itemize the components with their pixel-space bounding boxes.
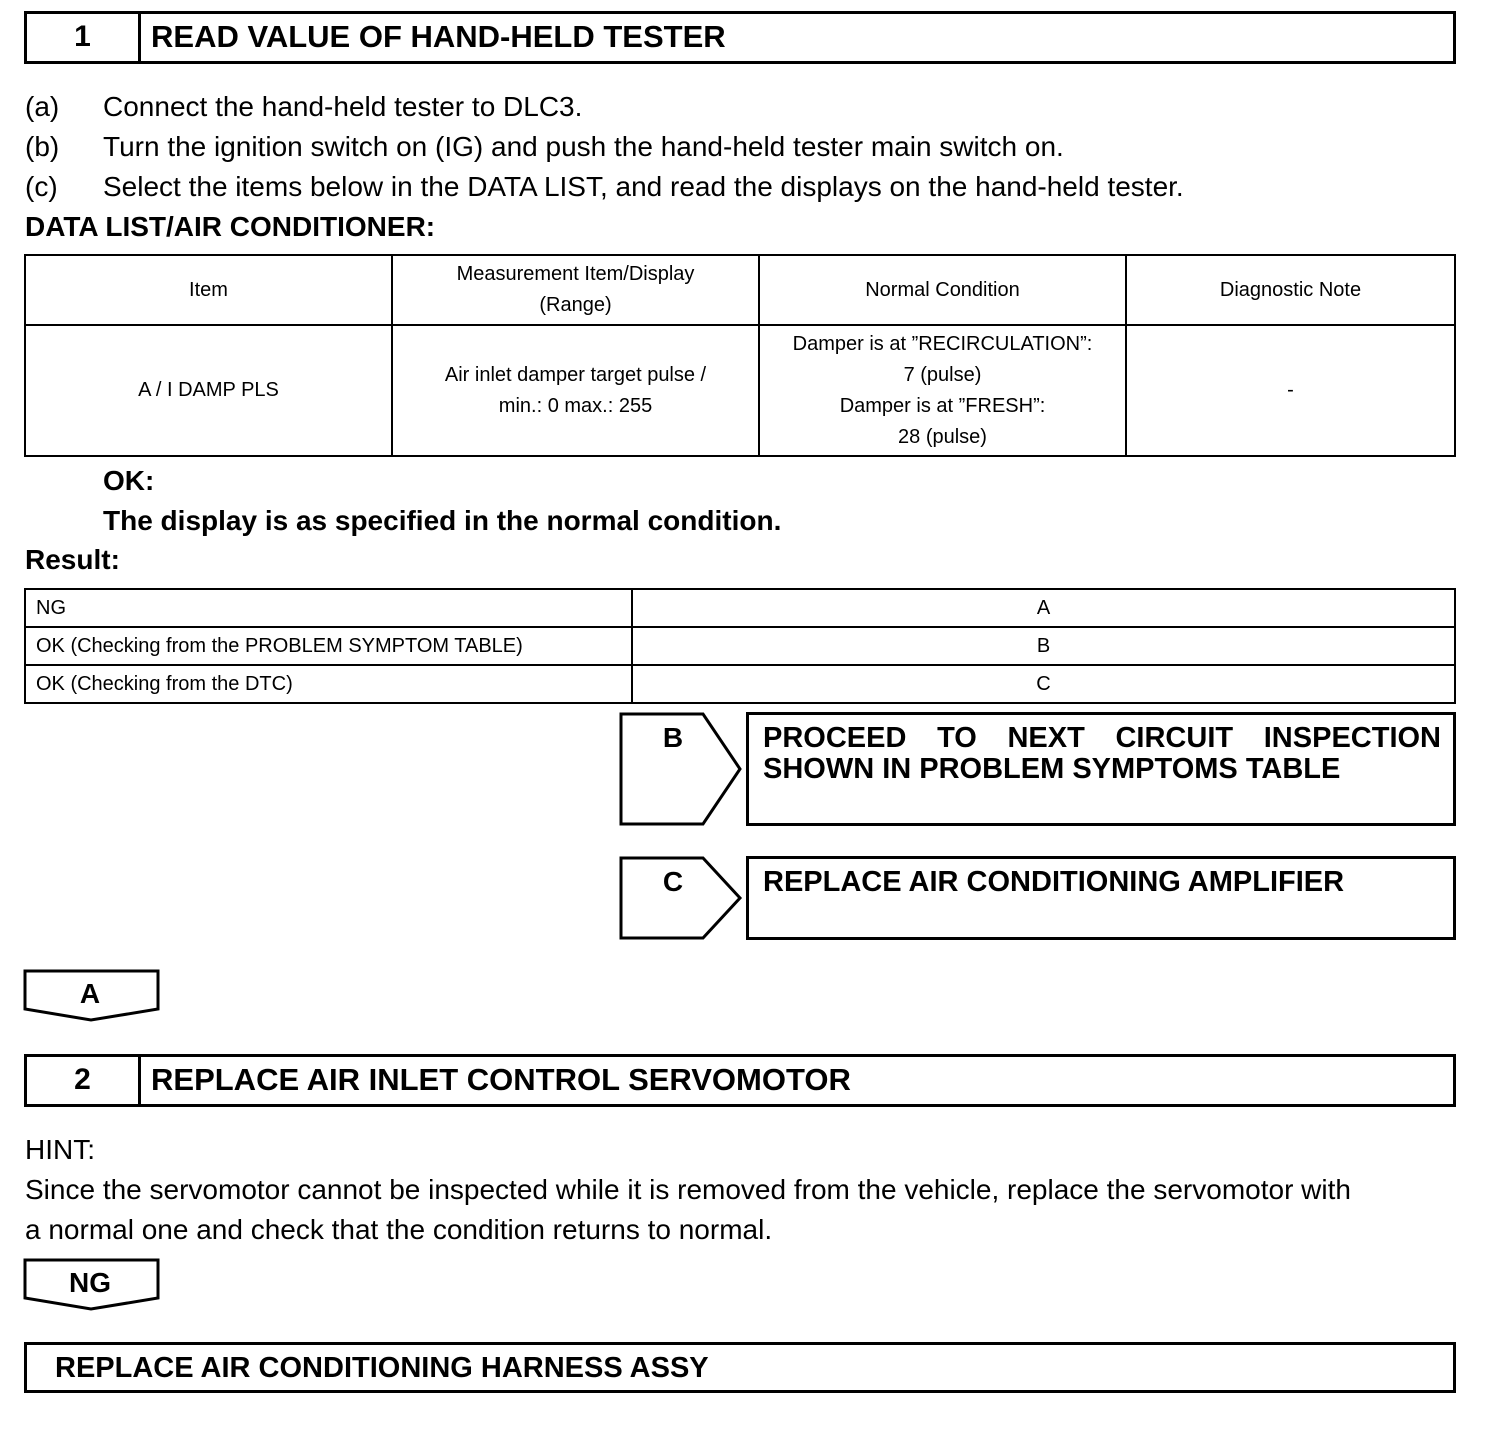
cell-measurement (392, 325, 759, 456)
branch-c-text: REPLACE AIR CONDITIONING AMPLIFIER (763, 866, 1345, 898)
cell-diagnostic-note: - (1126, 325, 1455, 456)
header-normal-condition: Normal Condition (759, 255, 1126, 325)
measurement-line: min.: 0 max.: 255 (498, 394, 653, 417)
normal-line: Damper is at ”FRESH”: (839, 394, 1046, 417)
final-action-box (24, 1342, 1456, 1393)
instruction-tag: (b) (25, 131, 60, 162)
instruction-text: Select the items below in the DATA LIST, and read the displays on the hand-held tester. (103, 171, 1184, 202)
instruction-text: Connect the hand-held tester to DLC3. (103, 91, 583, 122)
step-2-header (24, 1054, 1456, 1107)
branch-b-action (746, 712, 1456, 826)
branch-a-tag (23, 969, 161, 1023)
step-number: 2 (27, 1057, 141, 1104)
final-action-text: REPLACE AIR CONDITIONING HARNESS ASSY (55, 1352, 709, 1384)
ok-text: The display is as specified in the normal condition. (103, 505, 782, 536)
step-number: 1 (27, 14, 141, 61)
step-1-header (24, 11, 1456, 64)
branch-b-line1: PROCEED TO NEXT CIRCUIT INSPECTION (763, 722, 1441, 754)
branch-c-action (746, 856, 1456, 940)
table-row (25, 665, 1455, 703)
hint-line1: Since the servomotor cannot be inspected while it is removed from the vehicle, replace the servomotor with (25, 1174, 1351, 1205)
normal-line: Damper is at ”RECIRCULATION”: (792, 332, 1093, 355)
instruction-tag: (a) (25, 91, 60, 122)
header-measurement (392, 255, 759, 325)
branch-b-label: B (662, 722, 684, 753)
branch-ng-label: NG (69, 1267, 111, 1298)
normal-line: 28 (pulse) (898, 425, 987, 448)
hint-line2: a normal one and check that the condition returns to normal. (25, 1214, 773, 1245)
ok-label: OK: (103, 465, 155, 496)
hint-label: HINT: (25, 1134, 95, 1165)
result-value: A (632, 589, 1455, 627)
table-row (25, 589, 1455, 627)
header-diagnostic-note: Diagnostic Note (1126, 255, 1455, 325)
result-condition: OK (Checking from the PROBLEM SYMPTOM TABLE) (25, 627, 632, 665)
cell-normal-condition (759, 325, 1126, 456)
data-list-table (24, 254, 1456, 457)
step-title: READ VALUE OF HAND-HELD TESTER (151, 19, 726, 54)
table-row (25, 627, 1455, 665)
instruction-b (25, 127, 1064, 167)
step-title: REPLACE AIR INLET CONTROL SERVOMOTOR (151, 1062, 851, 1097)
normal-line: 7 (pulse) (903, 363, 982, 386)
branch-c-label: C (662, 866, 684, 897)
header-item: Item (25, 255, 392, 325)
instruction-a (25, 87, 582, 127)
result-heading: Result: (25, 544, 120, 575)
instruction-text: Turn the ignition switch on (IG) and push the hand-held tester main switch on. (103, 131, 1064, 162)
result-value: C (632, 665, 1455, 703)
result-condition: NG (25, 589, 632, 627)
instruction-tag: (c) (25, 171, 58, 202)
instruction-c (25, 167, 1184, 207)
branch-ng-tag (23, 1258, 161, 1312)
result-value: B (632, 627, 1455, 665)
table-row (25, 325, 1455, 456)
branch-c-arrow (619, 856, 743, 940)
data-list-heading: DATA LIST/AIR CONDITIONER: (25, 211, 436, 242)
branch-a-label: A (79, 978, 101, 1009)
header-measurement-line1: Measurement Item/Display (456, 263, 695, 285)
measurement-line: Air inlet damper target pulse / (444, 363, 707, 386)
header-measurement-line2: (Range) (539, 294, 612, 316)
result-condition: OK (Checking from the DTC) (25, 665, 632, 703)
cell-item: A / I DAMP PLS (25, 325, 392, 456)
branch-b-line2: SHOWN IN PROBLEM SYMPTOMS TABLE (763, 753, 1341, 785)
branch-b-arrow (619, 712, 743, 826)
result-table (24, 588, 1456, 704)
